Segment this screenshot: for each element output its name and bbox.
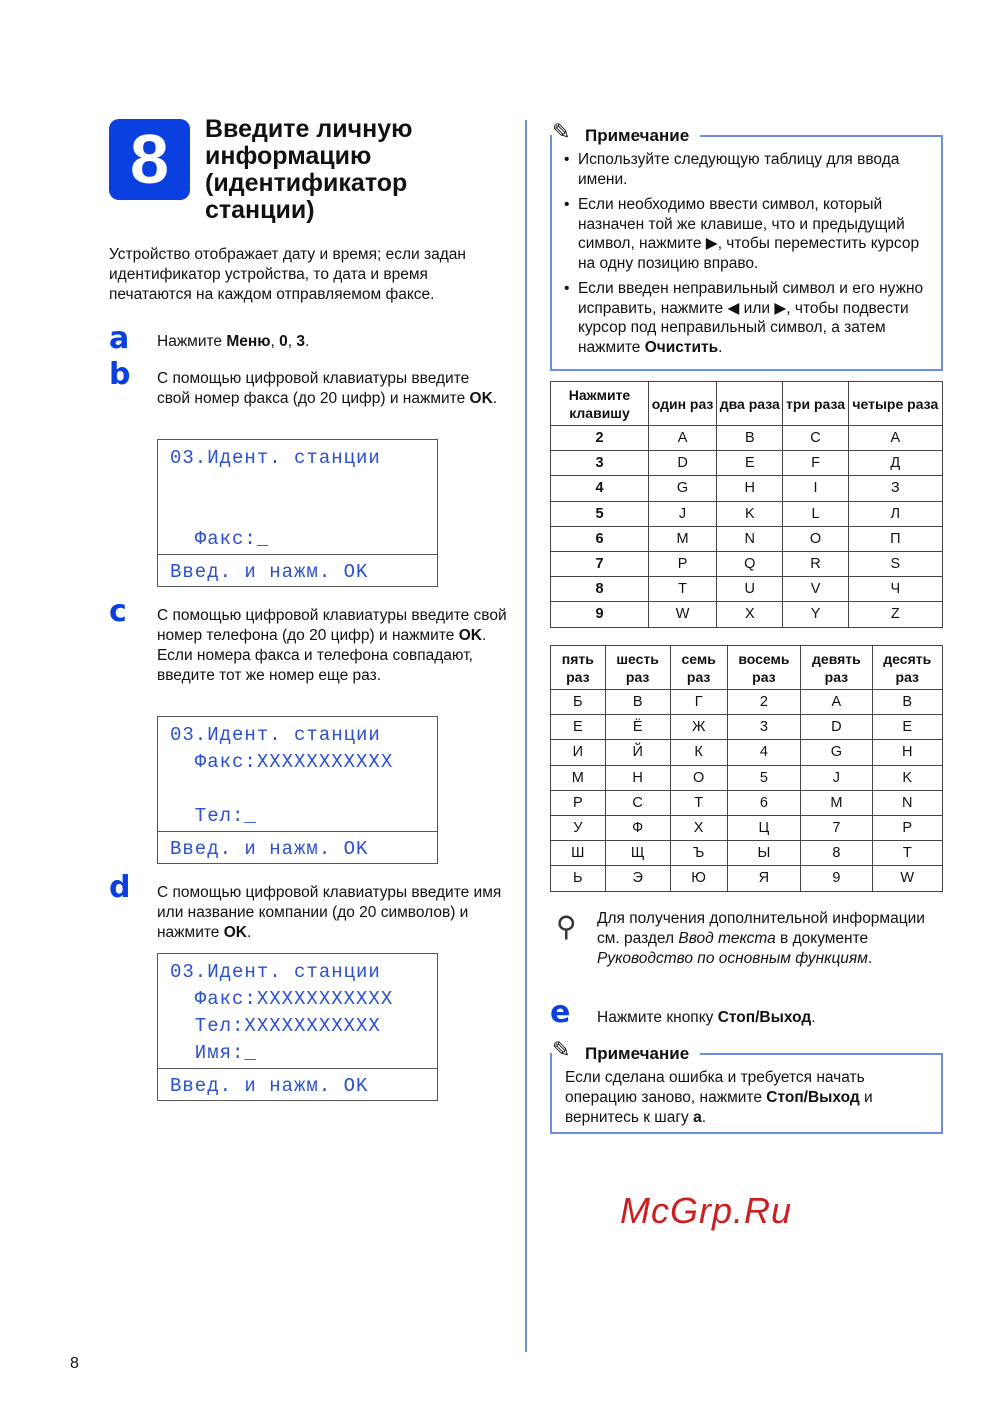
lcd-line: Тел:XXXXXXXXXXX bbox=[170, 1015, 381, 1037]
table-row bbox=[551, 501, 943, 526]
table-cell: 9 bbox=[551, 602, 649, 627]
note-title: Примечание bbox=[585, 1044, 690, 1063]
column-header: восемь раз bbox=[727, 646, 801, 690]
lcd-display-name bbox=[157, 953, 438, 1101]
table-cell: Q bbox=[717, 551, 783, 576]
table-cell: M bbox=[649, 526, 717, 551]
table-cell: 4 bbox=[551, 476, 649, 501]
table-row bbox=[551, 426, 943, 451]
column-header: пять раз bbox=[551, 646, 606, 690]
column-header: один раз bbox=[649, 382, 717, 426]
table-cell: H bbox=[872, 740, 942, 765]
table-cell: 7 bbox=[551, 551, 649, 576]
table-cell: 7 bbox=[801, 815, 872, 840]
column-header: три раза bbox=[783, 382, 848, 426]
table-cell: P bbox=[649, 551, 717, 576]
column-header: девять раз bbox=[801, 646, 872, 690]
table-cell: Ф bbox=[605, 815, 670, 840]
table-cell: U bbox=[717, 577, 783, 602]
table-cell: Е bbox=[551, 715, 606, 740]
table-cell: А bbox=[848, 426, 942, 451]
substep-e-text: Нажмите кнопку Стоп/Выход. bbox=[597, 1009, 816, 1026]
table-cell: E bbox=[717, 451, 783, 476]
table-cell: Z bbox=[848, 602, 942, 627]
table-row bbox=[551, 740, 943, 765]
table-cell: K bbox=[872, 765, 942, 790]
lcd-footer: Введ. и нажм. OK bbox=[170, 838, 369, 860]
table-cell: Т bbox=[670, 790, 727, 815]
watermark: McGrp.Ru bbox=[620, 1190, 793, 1231]
lcd-line: 03.Идент. станции bbox=[170, 447, 381, 469]
table-cell: M bbox=[801, 790, 872, 815]
table-cell: G bbox=[649, 476, 717, 501]
table-cell: G bbox=[801, 740, 872, 765]
table-cell: Х bbox=[670, 815, 727, 840]
table-cell: Д bbox=[848, 451, 942, 476]
table-row bbox=[551, 551, 943, 576]
substep-d-text: С помощью цифровой клавиатуры введите имя или название компании (до 20 символов) и нажмите OK. bbox=[157, 884, 502, 941]
page-number: 8 bbox=[70, 1355, 79, 1372]
note-bullet: • Если необходимо ввести символ, который назначен той же клавише, что и предыдущий символ, нажмите ▶, чтобы переместить курсор на одну позицию вправо. bbox=[552, 195, 937, 273]
table-cell: 2 bbox=[551, 426, 649, 451]
substep-letter-b: b bbox=[109, 357, 131, 392]
table-cell: S bbox=[848, 551, 942, 576]
column-header: два раза bbox=[717, 382, 783, 426]
table-cell: K bbox=[717, 501, 783, 526]
page-title: Введите личную информацию (идентификатор станции) bbox=[205, 115, 413, 224]
table-cell: A bbox=[649, 426, 717, 451]
table-cell: 6 bbox=[551, 526, 649, 551]
note-2-text: Если сделана ошибка и требуется начать операцию заново, нажмите Стоп/Выход и вернитесь к шагу a. bbox=[565, 1069, 873, 1126]
table-row bbox=[551, 841, 943, 866]
table-cell: D bbox=[649, 451, 717, 476]
table-cell: Я bbox=[727, 866, 801, 891]
table-cell: F bbox=[783, 451, 848, 476]
table-cell: 6 bbox=[727, 790, 801, 815]
column-header: четыре раза bbox=[848, 382, 942, 426]
table-cell: W bbox=[649, 602, 717, 627]
substep-letter-e: e bbox=[550, 995, 571, 1030]
table-header-row bbox=[551, 646, 943, 690]
note-pencil-icon: ✎ bbox=[552, 119, 571, 144]
note-box bbox=[550, 119, 943, 371]
table-cell: 9 bbox=[801, 866, 872, 891]
table-cell: I bbox=[783, 476, 848, 501]
lcd-display-fax bbox=[157, 439, 438, 587]
table-row bbox=[551, 866, 943, 891]
column-header: семь раз bbox=[670, 646, 727, 690]
table-cell: 5 bbox=[551, 501, 649, 526]
step-number-badge: 8 bbox=[109, 119, 190, 200]
note-pencil-icon: ✎ bbox=[552, 1037, 571, 1062]
table-cell: Й bbox=[605, 740, 670, 765]
lcd-line: 03.Идент. станции bbox=[170, 961, 381, 983]
note-title: Примечание bbox=[585, 126, 690, 145]
key-table-2 bbox=[550, 645, 943, 892]
table-cell: Р bbox=[551, 790, 606, 815]
table-cell: T bbox=[872, 841, 942, 866]
table-row bbox=[551, 815, 943, 840]
table-cell: Ё bbox=[605, 715, 670, 740]
table-cell: Ц bbox=[727, 815, 801, 840]
table-cell: X bbox=[717, 602, 783, 627]
table-cell: D bbox=[801, 715, 872, 740]
table-cell: М bbox=[551, 765, 606, 790]
table-cell: 2 bbox=[727, 690, 801, 715]
table-row bbox=[551, 577, 943, 602]
table-cell: T bbox=[649, 577, 717, 602]
table-cell: О bbox=[670, 765, 727, 790]
table-cell: 5 bbox=[727, 765, 801, 790]
table-cell: Э bbox=[605, 866, 670, 891]
lcd-line: Факс:_ bbox=[170, 528, 270, 550]
substep-letter-a: a bbox=[109, 321, 130, 356]
table-row bbox=[551, 715, 943, 740]
substep-letter-c: c bbox=[109, 594, 127, 629]
table-row bbox=[551, 765, 943, 790]
table-cell: R bbox=[783, 551, 848, 576]
substep-a-text: Нажмите Меню, 0, 3. bbox=[157, 333, 310, 350]
table-cell: Ч bbox=[848, 577, 942, 602]
table-cell: L bbox=[783, 501, 848, 526]
table-cell: B bbox=[872, 690, 942, 715]
table-cell: Ъ bbox=[670, 841, 727, 866]
table-cell: A bbox=[801, 690, 872, 715]
table-cell: З bbox=[848, 476, 942, 501]
lcd-line: 03.Идент. станции bbox=[170, 724, 381, 746]
table-cell: Б bbox=[551, 690, 606, 715]
table-row bbox=[551, 526, 943, 551]
tip-text: Для получения дополнительной информации см. раздел Ввод текста в документе Руководство по основным функциям. bbox=[597, 910, 925, 967]
table-cell: O bbox=[783, 526, 848, 551]
table-cell: J bbox=[649, 501, 717, 526]
table-row bbox=[551, 476, 943, 501]
table-cell: С bbox=[605, 790, 670, 815]
table-cell: B bbox=[717, 426, 783, 451]
table-cell: C bbox=[783, 426, 848, 451]
table-row bbox=[551, 690, 943, 715]
column-header: десять раз bbox=[872, 646, 942, 690]
table-cell: Ы bbox=[727, 841, 801, 866]
table-cell: 8 bbox=[801, 841, 872, 866]
table-cell: 3 bbox=[551, 451, 649, 476]
table-cell: Ш bbox=[551, 841, 606, 866]
table-cell: Ь bbox=[551, 866, 606, 891]
table-cell: К bbox=[670, 740, 727, 765]
key-table-1 bbox=[550, 381, 943, 628]
lcd-line: Факс:XXXXXXXXXXX bbox=[170, 751, 394, 773]
note-bullet: • Если введен неправильный символ и его нужно исправить, нажмите ◀ или ▶, чтобы подвести курсор под неправильный символ, а затем нажмите Очистить. bbox=[552, 279, 937, 357]
substep-b-text: С помощью цифровой клавиатуры введите свой номер факса (до 20 цифр) и нажмите OK. bbox=[157, 370, 498, 407]
lcd-line: Имя:_ bbox=[170, 1042, 257, 1064]
table-cell: V bbox=[783, 577, 848, 602]
lcd-line: Тел:_ bbox=[170, 805, 257, 827]
column-divider bbox=[525, 120, 527, 1352]
table-cell: Г bbox=[670, 690, 727, 715]
table-cell: П bbox=[848, 526, 942, 551]
table-row bbox=[551, 790, 943, 815]
lcd-footer: Введ. и нажм. OK bbox=[170, 1075, 369, 1097]
table-cell: И bbox=[551, 740, 606, 765]
table-cell: E bbox=[872, 715, 942, 740]
table-cell: Ж bbox=[670, 715, 727, 740]
column-header: шесть раз bbox=[605, 646, 670, 690]
table-row bbox=[551, 602, 943, 627]
table-cell: P bbox=[872, 815, 942, 840]
note-box-2 bbox=[550, 1037, 943, 1134]
table-cell: У bbox=[551, 815, 606, 840]
note-bullet: • Используйте следующую таблицу для ввода имени. bbox=[552, 150, 937, 189]
table-cell: Щ bbox=[605, 841, 670, 866]
lcd-display-phone bbox=[157, 716, 438, 864]
magnifier-icon: ⚲ bbox=[556, 911, 577, 942]
substep-letter-d: d bbox=[109, 870, 131, 905]
intro-text: Устройство отображает дату и время; если задан идентификатор устройства, то дата и время печатаются на каждом отправляемом факсе. bbox=[109, 246, 466, 303]
lcd-footer: Введ. и нажм. OK bbox=[170, 561, 369, 583]
table-header-row bbox=[551, 382, 943, 426]
table-cell: Ю bbox=[670, 866, 727, 891]
lcd-line: Факс:XXXXXXXXXXX bbox=[170, 988, 394, 1010]
table-cell: W bbox=[872, 866, 942, 891]
table-row bbox=[551, 451, 943, 476]
table-cell: H bbox=[717, 476, 783, 501]
table-cell: Л bbox=[848, 501, 942, 526]
table-cell: N bbox=[872, 790, 942, 815]
table-cell: В bbox=[605, 690, 670, 715]
table-cell: 8 bbox=[551, 577, 649, 602]
substep-c-text: С помощью цифровой клавиатуры введите свой номер телефона (до 20 цифр) и нажмите OK. Если номера факса и телефона совпадают, введите тот же номер еще раз. bbox=[157, 607, 507, 684]
table-cell: N bbox=[717, 526, 783, 551]
table-cell: Н bbox=[605, 765, 670, 790]
column-header: Нажмите клавишу bbox=[551, 382, 649, 426]
table-cell: 4 bbox=[727, 740, 801, 765]
table-cell: J bbox=[801, 765, 872, 790]
table-cell: Y bbox=[783, 602, 848, 627]
table-cell: 3 bbox=[727, 715, 801, 740]
